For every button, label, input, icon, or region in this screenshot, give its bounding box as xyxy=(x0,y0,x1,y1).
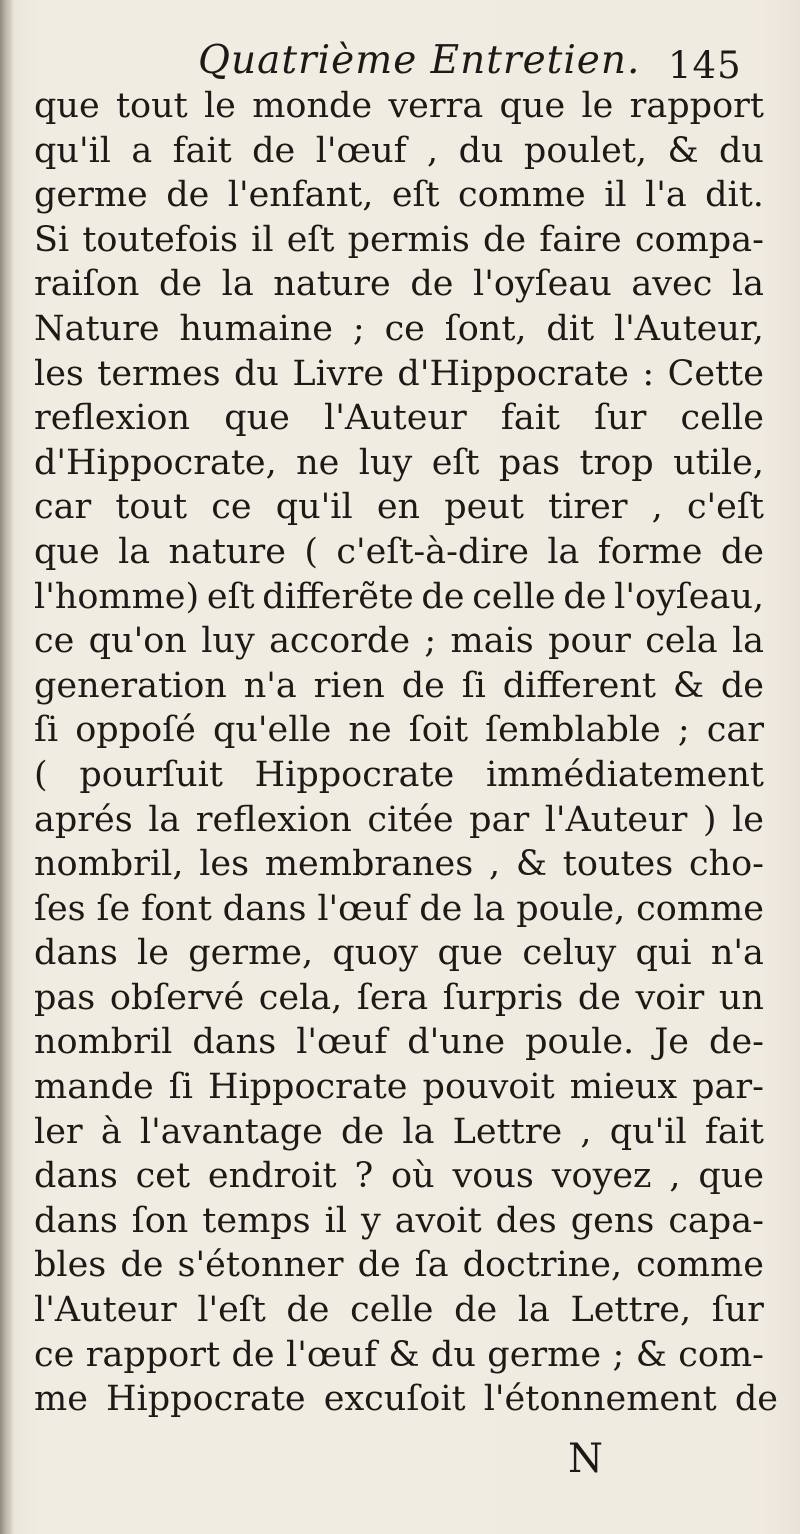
text-line: l'homme) eſt differẽte de celle de l'oyſeau, xyxy=(34,576,764,617)
text-line: Nature humaine ; ce ſont, dit l'Auteur, xyxy=(34,308,764,349)
text-line: mande ſi Hippocrate pouvoit mieux par- xyxy=(34,1067,764,1108)
text-line: ce qu'on luy accorde ; mais pour cela la xyxy=(34,621,764,662)
binding-gutter-shadow xyxy=(0,0,14,1534)
text-line: generation n'a rien de ſi different & de xyxy=(34,665,764,706)
body-text xyxy=(34,84,778,1422)
text-line: raiſon de la nature de l'oyſeau avec la xyxy=(34,264,764,305)
text-line: car tout ce qu'il en peut tirer , c'eſt xyxy=(34,487,764,528)
text-line: ſi oppoſé qu'elle ne ſoit ſemblable ; car xyxy=(34,710,764,751)
text-line: qu'il a fait de l'œuf , du poulet, & du xyxy=(34,130,764,171)
text-line: nombril dans l'œuf d'une poule. Je de- xyxy=(34,1022,764,1063)
text-line: ler à l'avantage de la Lettre , qu'il fait xyxy=(34,1111,764,1152)
signature-mark: N xyxy=(568,1436,604,1482)
text-line: nombril, les membranes , & toutes cho- xyxy=(34,844,764,885)
text-line: pas obſervé cela, ſera ſurpris de voir un xyxy=(34,977,764,1018)
page-header xyxy=(0,38,800,90)
text-line: me Hippocrate excuſoit l'étonnement de xyxy=(34,1379,778,1420)
text-line: ſes ſe font dans l'œuf de la poule, comme xyxy=(34,888,764,929)
text-line: ( pourſuit Hippocrate immédiatement xyxy=(34,754,764,795)
text-line: bles de s'étonner de ſa doctrine, comme xyxy=(34,1245,764,1286)
text-line: dans ſon temps il y avoit des gens capa- xyxy=(34,1200,764,1241)
text-line: que la nature ( c'eſt-à-dire la forme de xyxy=(34,531,764,572)
text-line: aprés la reflexion citée par l'Auteur ) le xyxy=(34,799,764,840)
page-number: 145 xyxy=(668,44,742,87)
text-line: les termes du Livre d'Hippocrate : Cette xyxy=(34,353,764,394)
text-line: dans le germe, quoy que celuy qui n'a xyxy=(34,933,764,974)
text-line: l'Auteur l'eſt de celle de la Lettre, ſur xyxy=(34,1290,764,1331)
text-line: dans cet endroit ? où vous voyez , que xyxy=(34,1156,764,1197)
text-line: reflexion que l'Auteur fait ſur celle xyxy=(34,398,764,439)
text-line: Si toutefois il eſt permis de faire compa- xyxy=(34,219,764,260)
running-title: Quatrième Entretien. xyxy=(198,38,641,83)
text-line: d'Hippocrate, ne luy eſt pas trop utile, xyxy=(34,442,764,483)
text-line: que tout le monde verra que le rapport xyxy=(34,86,764,126)
text-line: ce rapport de l'œuf & du germe ; & com- xyxy=(34,1334,764,1375)
text-line: germe de l'enfant, eſt comme il l'a dit. xyxy=(34,175,764,216)
